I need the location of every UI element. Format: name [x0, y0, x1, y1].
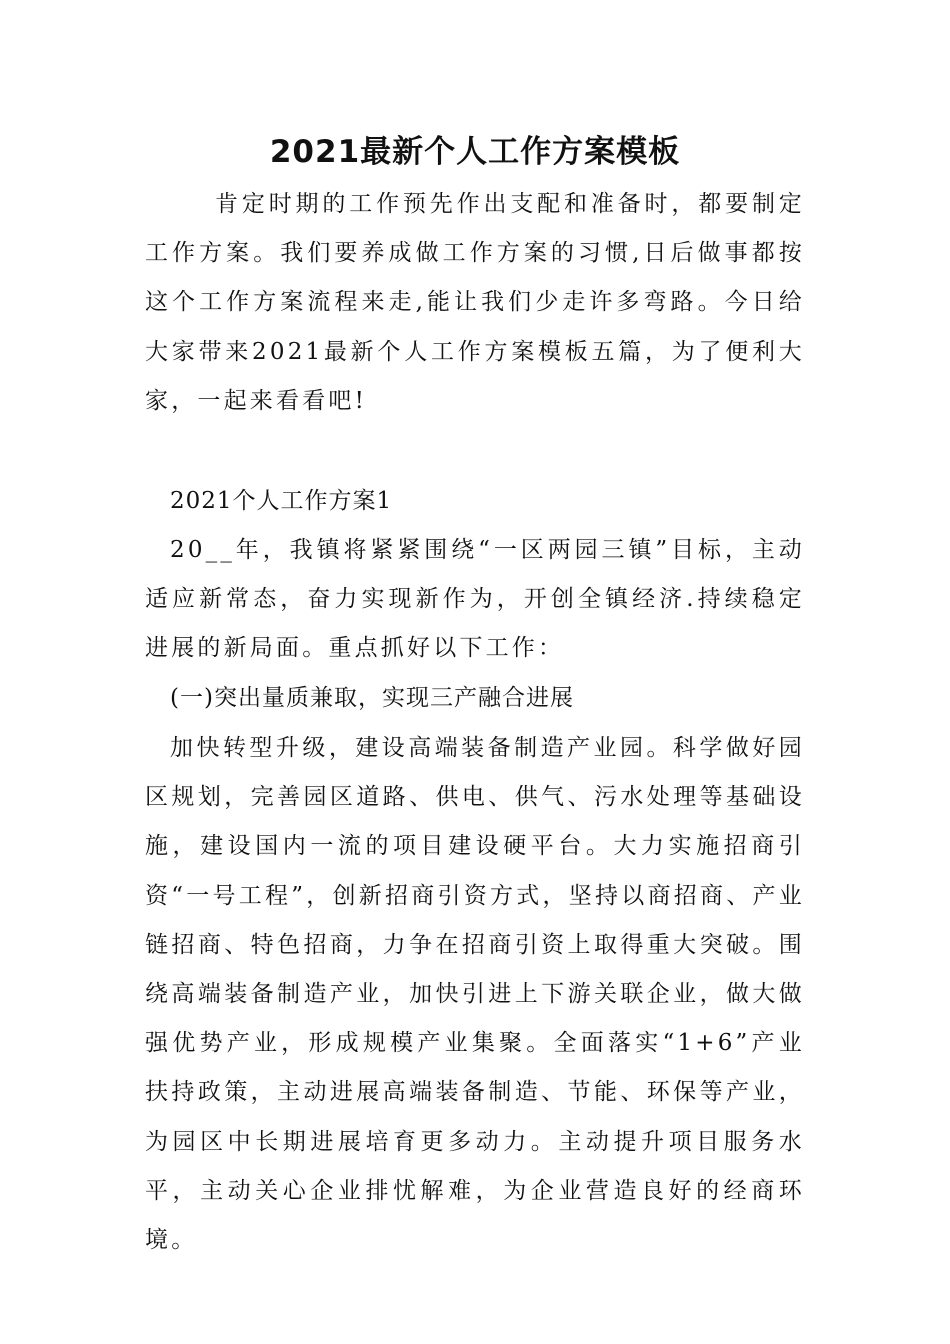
section-heading: 2021个人工作方案1	[170, 488, 393, 514]
intro-paragraph: 肯定时期的工作预先作出支配和准备时，都要制定工作方案。我们要养成做工作方案的习惯,日后做事都按这个工作方案流程来走,能让我们少走许多弯路。今日给大家带来2021最新个人工作方案模板五篇，为了便利大家，一起来看看吧!	[145, 191, 805, 414]
subheading-1: (一)突出量质兼取，实现三产融合进展	[170, 685, 574, 711]
paragraph-1: 20__年，我镇将紧紧围绕“一区两园三镇”目标，主动适应新常态，奋力实现新作为，开创全镇经济.持续稳定进展的新局面。重点抓好以下工作：	[145, 537, 805, 662]
paragraph-2: 加快转型升级，建设高端装备制造产业园。科学做好园区规划，完善园区道路、供电、供气、污水处理等基础设施，建设国内一流的项目建设硬平台。大力实施招商引资“一号工程”，创新招商引资方式，坚持以商招商、产业链招商、特色招商，力争在招商引资上取得重大突破。围绕高端装备制造产业，加快引进上下游关联企业，做大做强优势产业，形成规模产业集聚。全面落实“1+6”产业扶持政策，主动进展高端装备制造、节能、环保等产业，为园区中长期进展培育更多动力。主动提升项目服务水平，主动关心企业排忧解难，为企业营造良好的经商环境。	[145, 735, 805, 1254]
document-title: 2021最新个人工作方案模板	[269, 134, 681, 170]
